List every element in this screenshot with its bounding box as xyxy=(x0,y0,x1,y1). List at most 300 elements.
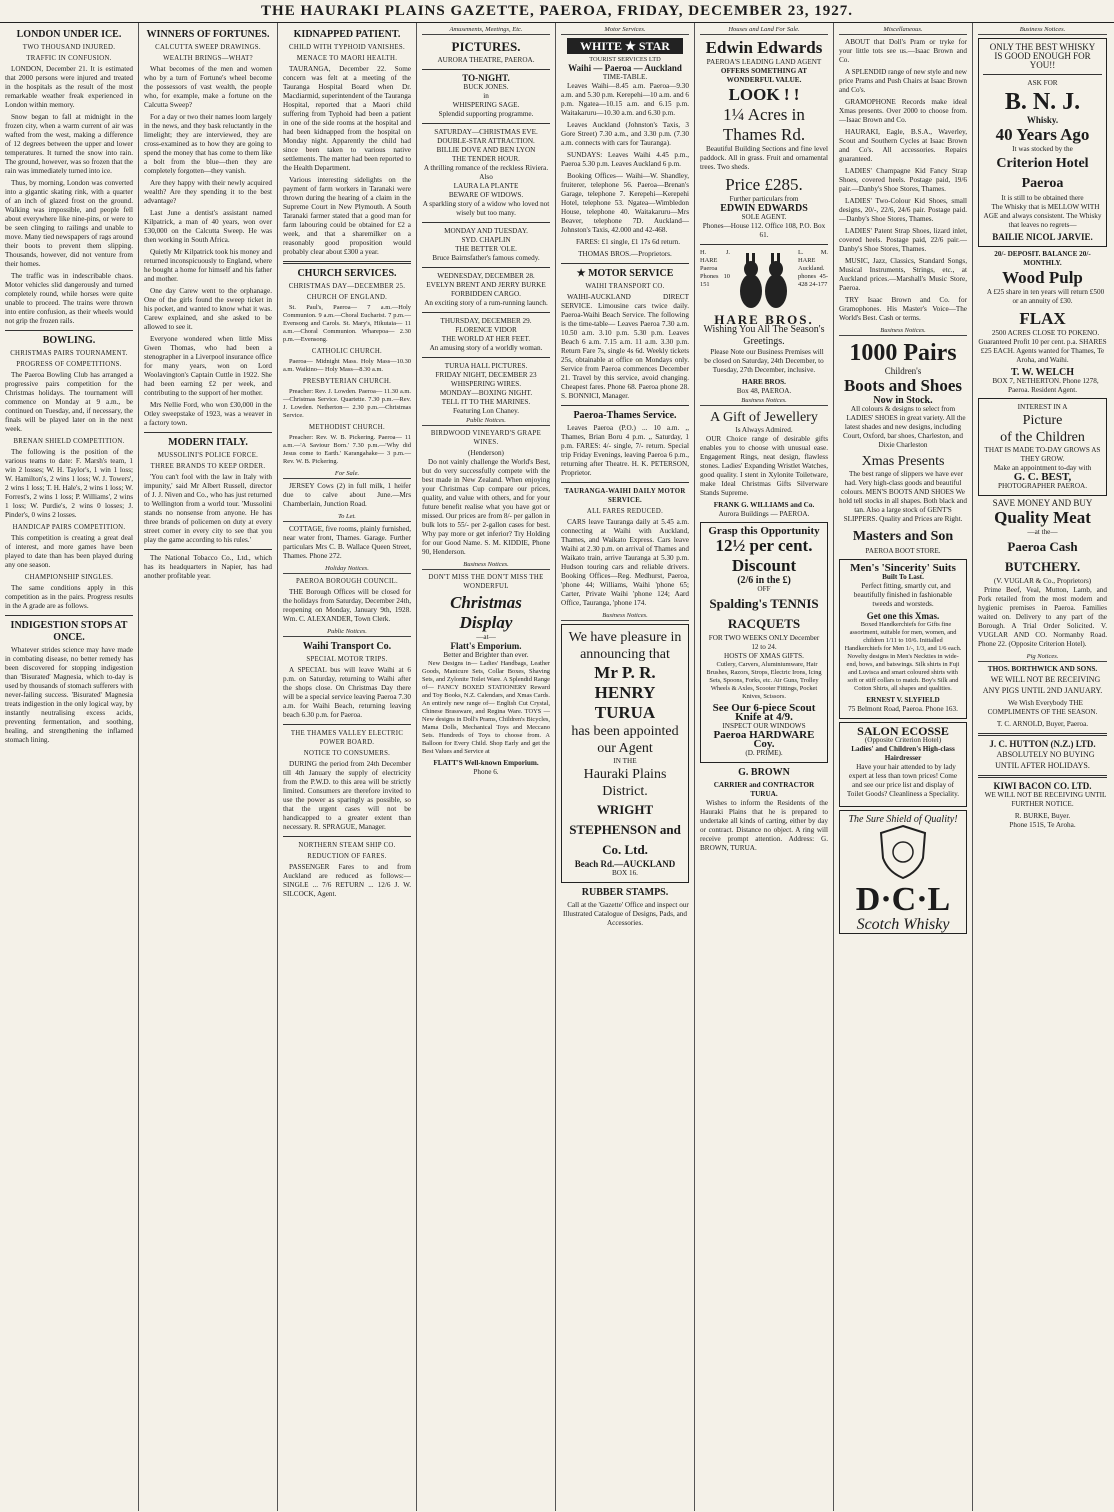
dcl-sub: Scotch Whisky xyxy=(856,916,950,933)
column-1 xyxy=(0,23,139,1511)
jewellery-text: OUR Choice range of desirable gifts enables you to choose with unusual ease. Engagement Rings, neat design, flawless stones. Ladies' Expanding Wristlet Watches, good quality. I stent in Xylonite Toiletware, make Ideal Christmas Gifts Silverware Stands Supreme. xyxy=(700,435,828,497)
program-day: WEDNESDAY, DECEMBER 28. xyxy=(437,272,535,280)
photographer-sub: PHOTOGRAPHER PAEROA. xyxy=(997,482,1088,490)
discount-line: 12½ per cent. Discount xyxy=(715,536,813,575)
burke-phone: Phone 151S, Te Aroha. xyxy=(1009,821,1076,829)
slyfield-name: ERNEST V. SLYFIELD xyxy=(866,696,940,704)
pictures-title: PICTURES. xyxy=(451,39,521,54)
agent-name: EDWIN EDWARDS xyxy=(720,203,808,214)
announcement-line: IN THE xyxy=(613,757,637,765)
tauranga-service-text: CARS leave Tauranga daily at 5.45 a.m. connecting at Waihi with Auckland, Thames, and Waikato Express. Cars leave Waihi at 2.30 p.m. on arrival of Thames and Waikato train, arrive Tauranga at 5.30 p.m. Hudson touring cars and reliable drivers. Booking Offices—Reg. Medhurst, Paeroa, 'phone 44; Williams, Waihi 'phone 65; Carter, Private Waihi 'phone 124; Aard Office, Tauranga, 'phone 174. xyxy=(561,518,689,607)
salon-name: SALON ECOSSE xyxy=(857,724,949,738)
photo-line: Make an appointment to-day with xyxy=(993,464,1092,472)
announcement-line: Hauraki Plains District. xyxy=(583,767,667,799)
section-label: Amusements, Meetings, Etc. xyxy=(422,25,550,35)
deposit-line: 20/- DEPOSIT. BALANCE 20/- MONTHLY. xyxy=(994,250,1091,267)
section-label: Holiday Notices. xyxy=(283,564,411,574)
photo-line: THAT IS MADE TO-DAY GROWS AS THEY GROW. xyxy=(984,446,1101,463)
subhead: BRENAN SHIELD COMPETITION. xyxy=(13,438,125,445)
article-paragraph: LONDON, December 21. It is estimated that 2000 persons were injured and treated in the hospitals as the result of the most remarkable weather freak experienced in London within memory. xyxy=(5,65,133,109)
column-6 xyxy=(695,23,834,1511)
section-label: Motor Services. xyxy=(561,25,689,35)
williams-address: Aurora Buildings — PAEROA. xyxy=(718,510,810,518)
fares: FARES: £1 single, £1 17s 6d return. xyxy=(575,238,681,246)
ad-at: —at— xyxy=(476,633,496,641)
article-paragraph: TAURANGA, December 22. Some concern was felt at a meeting of the Tauranga Hospital Board when Dr. Macdiarmid, superintendent of the Tauranga Hospital, reported that a Maori child suffering from Typhoid had been a patient in one of the side rooms at the hospital and had been kidnapped from the hospital on Monday night. Apparently the child had since been taken to various native settlements. The matter had been reported to the Health Department. xyxy=(283,65,411,172)
borthwick-name: THOS. BORTHWICK AND SONS. xyxy=(987,665,1098,673)
ladies-shoes: LADIES' SHOES in great variety. All the latest shades and new designs, including Court, Oxford, bar shoes, Charleston, and Dixie Charleston xyxy=(843,414,966,449)
film-title: TELL IT TO THE MARINES. xyxy=(441,398,531,406)
section-label: Pig Notices. xyxy=(978,652,1107,662)
program-day: MONDAY AND TUESDAY. xyxy=(444,227,528,235)
rabbits-icon xyxy=(736,251,792,313)
hardware-ad xyxy=(700,522,828,763)
column-7 xyxy=(834,23,973,1511)
film-title: WHISPERING SAGE. xyxy=(452,101,520,109)
classified-ad: JERSEY Cows (2) in full milk, 1 heifer due to calve about June.—Mrs Chamberlain, Junction Road. xyxy=(283,482,411,508)
film-star: EVELYN BRENT AND JERRY BURKE xyxy=(426,281,546,289)
offer-line: OFFERS SOMETHING AT WONDERFUL VALUE. xyxy=(720,67,808,84)
white-star-logo: WHITE ★ STAR xyxy=(567,38,683,54)
salon-ad xyxy=(839,722,967,807)
bnj-hotel: Criterion Hotel Paeroa xyxy=(996,156,1089,191)
butchery-sub: (V. VUGLAR & Co., Proprietors) xyxy=(993,577,1092,585)
timetable-text: SUNDAYS: Leaves Waihi 4.45 p.m., Paeroa 5.30 p.m. Leaves Auckland 6 p.m. xyxy=(561,151,689,168)
column-2 xyxy=(139,23,278,1511)
film-note: A sparkling story of a widow who loved not wisely but too many. xyxy=(422,200,550,217)
article-paragraph: Mrs Nellie Ford, who won £30,000 in the Otley sweepstake of 1923, was a weaver in a factory town. xyxy=(144,401,272,427)
classified-ad: GRAMOPHONE Records make ideal Xmas presents. Over 2000 to choose from.—Isaac Brown and Co. xyxy=(839,98,967,124)
notice-text: A SPECIAL bus will leave Waihi at 6 p.m. on Saturday, returning to Waihi after the shops close. On Christmas Day there will be a special service leaving Paeroa 7.30 a.m. for Waihi Beach, returning leaving beach 6.30 p.m. for Paeroa. xyxy=(283,666,411,719)
section-label: Business Notices. xyxy=(422,560,550,570)
divider xyxy=(5,615,133,616)
timetable-text: Leaves Auckland (Johnston's Taxis, 3 Gore Street) 7.30 a.m., and 3.30 p.m. (7.30 a.m. connects with cars for Tauranga). xyxy=(561,121,689,147)
article-paragraph: The Paeroa Bowling Club has arranged a progressive pairs competition for the Christmas holidays. The tournament will commence on Monday at 9 a.m., be continued on Tuesday, and, if necessary, the finals will be played later on in the next week. xyxy=(5,371,133,433)
hutton-text: ABSOLUTELY NO BUYING UNTIL AFTER HOLIDAYS. xyxy=(995,750,1095,770)
article-paragraph: Various interesting sidelights on the payment of farm workers in Taranaki were thrown during the hearing of a claim in the Supreme Court in New Plymouth. A South Taranaki farmer stated that a good man for farm labouring could be obtained for £2 a week, and that a sharemilker on a reasonably good proposition would probably clear about £300 a year. xyxy=(283,176,411,256)
church-name: CATHOLIC CHURCH. xyxy=(311,348,383,355)
article-paragraph: The National Tobacco Co., Ltd., which has its headquarters in Napier, has had another profitable year. xyxy=(144,554,272,580)
dcl-tagline: The Sure Shield of Quality! xyxy=(848,814,958,825)
columns xyxy=(0,23,1114,1511)
ad-display: Christmas Display xyxy=(450,593,522,632)
timetable-text: Booking Offices— Waihi—W. Shandley, fruiterer, telephone 56. Paeroa—Brenan's Garage, telephone 7. Kerepehi—Kerepehi Hotel, telephone 53. Ngatea—Wimbledon House, telephone 40. Waitakaruru—Mrs Beaver, telephone 7D. Auckland—Johnston's Taxis, 42.000 and 42-468. xyxy=(561,172,689,234)
bnj-stocked: It was stocked by the xyxy=(1012,145,1073,153)
ad-text: New Designs in— Ladies' Handbags, Leather Goods, Manicure Sets, Collar Boxes, Shaving Sets, and Zylonite Toilet Ware. A Splendid Range of— FANCY BOXED STATIONERY Reward and Toy Books, N.Z. Calendars, and Xmas Cards. An entirely new range of— English Cut Crystal, Chinese Brassware, and Regina Ware. TOYS — New designs in Doll's Prams, Children's Bicycles, Mama Dolls, Mechanical Toys and Meccano Sets. Hundreds of Toys to choose from. A Balloon for Every Child. Shop Early and get the Best Values and Service at xyxy=(422,660,550,755)
subhead: TRAFFIC IN CONFUSION. xyxy=(26,55,112,62)
section-label: To Let. xyxy=(283,512,411,522)
divider xyxy=(422,312,550,313)
notice-title: NORTHERN STEAM SHIP CO. xyxy=(298,842,396,849)
bnj-years: 40 Years Ago xyxy=(995,125,1090,144)
program-day: TO-NIGHT. xyxy=(462,73,510,83)
photo-line: INTEREST IN A xyxy=(1017,403,1068,411)
film-star: LAURA LA PLANTE xyxy=(453,182,519,190)
church-times: Preacher: Rev. J. Lowden. Paeroa— 11.30 a.m.—Christmas Service. Quartette. 7.30 p.m.—Rev. J. Lowden. Netherton— 2.30 p.m.—Christmas Service. xyxy=(283,388,411,419)
motor-service-title: ★ MOTOR SERVICE xyxy=(576,268,674,279)
headline-bowling: BOWLING. xyxy=(42,335,96,346)
borthwick-text: WE WILL NOT BE RECEIVING ANY PIGS UNTIL 2ND JANUARY. xyxy=(982,675,1103,695)
motor-service-subtitle: WAIHI TRANSPORT CO. xyxy=(585,283,665,290)
rubber-stamps-title: RUBBER STAMPS. xyxy=(581,887,669,898)
article-paragraph: What becomes of the men and women who by a turn of Fortune's wheel become the possessors of vast wealth, the people who, for example, make a fortune on the Calcutta Sweep? xyxy=(144,65,272,109)
subhead: CHILD WITH TYPHOID VANISHES. xyxy=(289,44,405,51)
film-note: An exciting story of a rum-running launch. xyxy=(424,299,548,307)
masthead: THE HAURAKI PLAINS GAZETTE, PAEROA, FRIDAY, DECEMBER 23, 1927. xyxy=(0,0,1114,23)
woodpulp-text: A £25 share in ten years will return £500 or an annuity of £30. xyxy=(986,288,1105,305)
church-name: PRESBYTERIAN CHURCH. xyxy=(302,378,392,385)
agent-title: PAEROA'S LEADING LAND AGENT xyxy=(706,58,822,66)
article-paragraph: Quietly Mr Kilpatrick took his money and returned inconspicuously to England, where he bought a home for himself and his father and mother. xyxy=(144,248,272,283)
bnj-bailie: BAILIE NICOL JARVIE. xyxy=(992,232,1093,242)
bnj-line: IS GOOD ENOUGH FOR YOU!! xyxy=(994,51,1091,70)
hare-header xyxy=(700,249,828,315)
hutton-name: J. C. HUTTON (N.Z.) LTD. xyxy=(989,739,1096,749)
divider xyxy=(144,549,272,550)
salon-sub2: Ladies' and Children's High-class Hairdresser xyxy=(851,745,955,762)
wright-stephenson: WRIGHT STEPHENSON and Co. Ltd. xyxy=(569,802,681,857)
masters-name: Masters and Son xyxy=(852,529,954,544)
photographer-name: G. C. BEST, xyxy=(1013,471,1072,483)
subhead: CHRISTMAS PAIRS TOURNAMENT. xyxy=(10,350,128,357)
column-4 xyxy=(417,23,556,1511)
headline-italy: MODERN ITALY. xyxy=(168,437,248,448)
notice-text: PASSENGER Fares to and from Auckland are reduced as follows:— SINGLE ... 7/6 RETURN ... 12/6 J. W. SILCOCK, Agent. xyxy=(283,863,411,898)
subhead: CALCUTTA SWEEP DRAWINGS. xyxy=(155,44,261,51)
photo-headline: of the Children xyxy=(1000,430,1085,445)
butchery-name: Paeroa Cash BUTCHERY. xyxy=(1004,539,1081,574)
classified-ad: LADIES' Champagne Kid Fancy Strap Shoes, covered heels. Postage paid, 19/6 pair.—Danby's Shoe Stores, Thames. xyxy=(839,167,967,193)
subhead: MENACE TO MAORI HEALTH. xyxy=(296,55,398,62)
xmas-headline: Xmas Presents xyxy=(861,454,945,469)
suits-headline: Men's 'Sincerity' Suits xyxy=(850,562,956,574)
divider xyxy=(283,836,411,837)
divider xyxy=(561,405,689,406)
arnold-name: T. C. ARNOLD, Buyer, Paeroa. xyxy=(996,720,1089,728)
classified-ad: TRY Isaac Brown and Co. for Gramophones. His Master's Voice—The World's Best. Cash or terms. xyxy=(839,296,967,322)
flax-text: 2500 ACRES CLOSE TO POKENO. Guaranteed Profit 10 per cent. p.a. SHARES £25 EACH. Agents wanted for Thames, Te Aroha, and Waihi. xyxy=(978,329,1107,364)
kiwi-text: WE WILL NOT BE RECEIVING UNTIL FURTHER NOTICE. xyxy=(984,791,1107,808)
property-headline: 1¼ Acres in Thames Rd. xyxy=(722,105,806,144)
classified-ad: COTTAGE, five rooms, plainly furnished, near water front, Thames. Garage. Further particulars Mrs C. B. Wallace Queen Street, Thames. Phone 272. xyxy=(283,525,411,560)
knife-line: See Our 6-piece Scout Knife at 4/9. xyxy=(712,702,816,723)
notice-text: Do not vainly challenge the World's Best, but do very successfully compete with the best made in New Zealand. When enjoying your Christmas Cup compare our prices, quality, and value with others, and for your future benefit realise what you have got or missed. Our prices are from 8/- per gallon in bulk lots to 55/- per 2-gallon cases for best. Why pay more or get inferior? Try Holding for our Good Name. S. M. KIDDIE, Phone 90, Henderson. xyxy=(422,458,550,556)
meat-headline: Quality Meat xyxy=(994,508,1091,527)
notice-subtitle: (Henderson) xyxy=(468,449,504,457)
headline-kidnapped: KIDNAPPED PATIENT. xyxy=(293,29,401,40)
bnj-brand: B. N. J. xyxy=(1004,89,1081,115)
column-8 xyxy=(973,23,1112,1511)
classified-ad: MUSIC, Jazz, Classics, Standard Songs, Musical Instruments, Strings, etc., at Auckland prices.—Marshall's Music Store, Paeroa. xyxy=(839,257,967,292)
logo-subtitle: TOURIST SERVICES LTD xyxy=(589,56,661,63)
article-paragraph: Thus, by morning, London was converted into a gigantic skating rink, with a quarter of an inch of glazed frost on the ground. Walking was impossible, and people fell about everywhere like nine-pins, or were to be seen clinging to railings and unable to move. Many tied newspapers of rags around their boots to prevent them slipping. Thousands, however, did not venture from their homes. xyxy=(5,179,133,268)
headline-london: LONDON UNDER ICE. xyxy=(16,29,122,40)
notice-subtitle: REDUCTION OF FARES. xyxy=(307,853,387,860)
classified-ad: LADIES' Patent Strap Shoes, lizard inlet, covered heels. Postage paid, 22/6 pair.—Danby's Shoe Stores, Thames. xyxy=(839,227,967,253)
timetable-text: Leaves Waihi—8.45 a.m. Paeroa—9.30 a.m. and 5.30 p.m. Kerepehi—10 a.m. and 6 p.m. Ngatea—10.15 a.m. and 6.15 p.m. Waitakaruru—10.30 a.m. and 6.30 p.m. xyxy=(561,82,689,117)
bnj-askfor: ASK FOR xyxy=(1027,79,1058,87)
column-5 xyxy=(556,23,695,1511)
film-also: Also xyxy=(479,173,493,181)
classified-ad: ABOUT that Doll's Pram or tryke for your little tots see us.—Isaac Brown and Co. xyxy=(839,38,967,64)
film-title: WHISPERING WIRES. xyxy=(450,380,522,388)
hare-right-contact: L. M. HARE Auckland. phones 45-428 24-177 xyxy=(798,249,828,288)
off-line: OFF xyxy=(757,585,771,593)
divider xyxy=(983,74,1102,75)
church-name: METHODIST CHURCH. xyxy=(309,424,385,431)
thames-service-title: Paeroa-Thames Service. xyxy=(573,410,677,421)
film-note: A thrilling romance of the reckless Riviera. xyxy=(423,164,549,172)
bnj-whisky: Whisky. xyxy=(1026,115,1059,125)
divider xyxy=(561,482,689,483)
theatre-name: AURORA THEATRE, PAEROA. xyxy=(437,56,535,64)
section-label: Miscellaneous. xyxy=(839,25,967,35)
announcement-line: We have pleasure in announcing that xyxy=(568,630,682,662)
hardware-owner: (D. PRIME). xyxy=(745,749,783,757)
bnj-ad xyxy=(978,38,1107,247)
spalding-line: Spalding's TENNIS RACQUETS xyxy=(709,596,819,631)
film-note: Featuring Lon Chaney. xyxy=(452,407,519,415)
salon-text: Have your hair attended to by lady expert at less than town prices! Come and see our price list and display of Toilet Goods? Cleanliness a Speciality. xyxy=(846,763,960,798)
headline-church: CHURCH SERVICES. xyxy=(297,268,397,279)
stock-line: Now in Stock. xyxy=(873,395,933,406)
meat-at: —at the— xyxy=(1027,528,1058,536)
divider xyxy=(422,357,550,358)
get-line: Get one this Xmas. xyxy=(866,611,940,621)
subhead: WEALTH BRINGS—WHAT? xyxy=(163,55,253,62)
divider xyxy=(422,123,550,124)
subhead: MUSSOLINI'S POLICE FORCE. xyxy=(157,452,259,459)
notice-title: Waihi Transport Co. xyxy=(302,641,392,652)
burke-name: R. BURKE, Buyer. xyxy=(1014,812,1071,820)
announcement-line: has been appointed our Agent xyxy=(571,724,679,756)
ad-heading: DON'T MISS THE DON'T MISS THE WONDERFUL xyxy=(428,574,544,590)
film-star: BUCK JONES. xyxy=(463,83,509,91)
article-paragraph: For a day or two their names loom largely in the news, and they bask reluctantly in the limelight; they are interviewed, they are cross-examined as to how they are going to spend the money that has come to them like a bolt from the blue—then they are completely forgotten—they vanish. xyxy=(144,113,272,175)
save-line: SAVE MONEY AND BUY xyxy=(992,498,1093,508)
section-label: Business Notices. xyxy=(978,25,1107,35)
film-star: SYD. CHAPLIN xyxy=(461,236,511,244)
season-wish: We Wish Everybody THE COMPLIMENTS OF THE SEASON. xyxy=(987,699,1098,716)
suits-text: Perfect fitting, smartly cut, and beautifully finished in fashionable tweeds and worsteds. xyxy=(853,582,953,608)
theatre-name: TURUA HALL PICTURES. xyxy=(444,362,528,370)
bnj-still: It is still to be obtained there xyxy=(1001,194,1084,202)
thames-service-text: Leaves Paeroa (P.O.) ... 10 a.m. ,, Thames, Brian Boru 4 p.m. ,, Saturday, 1 p.m. FARES: 4/- single, 7/- return. Special trip Friday Evenings, leaving Paeroa 6 p.m., returning after Theatre. H. K. PETERSON, Proprietor. xyxy=(561,424,689,477)
article-paragraph: One day Carew went to the orphanage. One of the girls found the sweep ticket in his pocket, and wanted to know what it was. Carew explained, and she asked to be allowed to see it. xyxy=(144,287,272,331)
classified-ad: A SPLENDID range of new style and new price Prams and Push Chairs at Isaac Brown and Co's. xyxy=(839,68,967,94)
film-star: FLORENCE VIDOR xyxy=(455,326,517,334)
brown-title: CARRIER and CONTRACTOR TURUA. xyxy=(713,781,815,798)
church-times: St. Paul's, Paeroa— 7 a.m.—Holy Communion. 9 a.m.—Choral Eucharist. 7 p.m.—Evensong and Carols. St. Mary's, Hikutaia— 11 a.m.—Choral Communion. Wharepoa— 2.30 p.m.—Evensong. xyxy=(283,304,411,343)
brown-name: G. BROWN xyxy=(738,767,790,778)
look-line: LOOK ! ! xyxy=(728,85,800,104)
tauranga-service-title: TAURANGA-WAIHI DAILY MOTOR SERVICE. xyxy=(564,488,686,504)
divider xyxy=(422,222,550,223)
divider xyxy=(561,263,689,264)
agent-title: SOLE AGENT. xyxy=(741,213,787,221)
slyfield-address: 75 Belmont Road, Paeroa. Phone 163. xyxy=(848,705,958,713)
masters-sub: PAEROA BOOT STORE. xyxy=(865,547,941,555)
divider xyxy=(5,330,133,331)
wright-box: BOX 16. xyxy=(612,869,638,877)
discount-detail: (2/6 in the £) xyxy=(737,575,791,586)
notice-subtitle: SPECIAL MOTOR TRIPS. xyxy=(306,656,388,663)
film-in: in xyxy=(483,92,489,100)
rubber-stamps-text: Call at the 'Gazette' Office and inspect our Illustrated Catalogue of Designs, Pads, and Accessories. xyxy=(563,901,689,927)
brown-text: Wishes to inform the Residents of the Hauraki Plains that he is prepared to undertake all kinds of carting, either by day or contract. Distance no object. A ring will receive prompt attention. Address: G. BROWN, TURUA. xyxy=(700,799,828,852)
section-label: Business Notices. xyxy=(839,326,967,336)
hare-address: Box 48, PAEROA. xyxy=(736,387,792,395)
williams-name: FRANK G. WILLIAMS and Co. xyxy=(713,501,815,509)
section-label: Public Notices. xyxy=(283,627,411,637)
headline-fortunes: WINNERS OF FORTUNES. xyxy=(146,29,270,40)
agent-name: Edwin Edwards xyxy=(705,38,823,57)
pairs-sub: Children's xyxy=(884,366,922,376)
butchery-text: Prime Beef, Veal, Mutton, Lamb, and Pork retailed from the most modern and hygienic premises in Paeroa. Families waited on. Delivery to any part of the Borough. A Trial Order Solicited. V. VUGLAR AND CO. Normanby Road. Phone 22. (Opposite Criterion Hotel). xyxy=(978,586,1107,648)
notice-title: THE THAMES VALLEY ELECTRIC POWER BOARD. xyxy=(290,730,404,746)
hardware-headline: Grasp this Opportunity xyxy=(708,525,820,537)
subhead: HANDICAP PAIRS COMPETITION. xyxy=(12,524,126,531)
program-day: MONDAY—BOXING NIGHT. xyxy=(439,389,533,397)
hare-left-contact: H. J. HARE Paeroa Phones 10 151 xyxy=(700,249,730,288)
ad-name: FLATT'S Well-known Emporium. xyxy=(433,759,539,767)
welch-name: T. W. WELCH xyxy=(1011,367,1074,378)
further-line: Further particulars from xyxy=(729,195,799,203)
ad-sub: Better and Brighter than ever. xyxy=(443,651,529,659)
article-paragraph: This competition is creating a great deal of interest, and more games have been played to date than has been played during any one season. xyxy=(5,534,133,569)
column-3 xyxy=(278,23,417,1511)
article-paragraph: Snow began to fall at midnight in the frozen city, when a warm current of air was wafted from the west, making a difference of 12 degrees between the upper and lower temperatures. It turned the snow into rain. The ground, however, was so frozen that the rain was immediately turned into ice. xyxy=(5,113,133,175)
jewellery-sub: Is Always Admired. xyxy=(735,426,793,434)
film-title: THE BETTER 'OLE. xyxy=(455,245,517,253)
suits-ad xyxy=(839,559,967,719)
article-paragraph: The same conditions apply in this competition as in the pairs. Progress results in the A grade are as follows. xyxy=(5,584,133,610)
article-paragraph: Everyone wondered when little Miss Gwen Thomas, who had been a stenographer in a Liverpool insurance office for many years, won on Lord Woolavington's Captain Cuttle in 1922. She had been earning £2 per week, and contributing to the support of her mother. xyxy=(144,335,272,397)
divider xyxy=(422,267,550,268)
section-label: Public Notices. xyxy=(422,416,550,426)
notice-text: THE Borough Offices will be closed for the holidays from Saturday, December 24th, reopening on Monday, January 9th, 1928. Wm. C. ALEXANDER, Town Clerk. xyxy=(283,588,411,623)
notice-title: BIRDWOOD VINEYARD'S GRAPE WINES. xyxy=(430,430,542,446)
article-paragraph: Are they happy with their newly acquired wealth? Are they spending it to the best advantage? xyxy=(144,179,272,205)
divider xyxy=(978,775,1107,778)
ad-phone: Phone 6. xyxy=(473,768,499,776)
film-title: BEWARE OF WIDOWS. xyxy=(448,191,524,199)
hare-name: HARE BROS. xyxy=(742,378,786,386)
ad-name: Flatt's Emporium. xyxy=(450,641,522,651)
divider xyxy=(283,724,411,725)
subhead: THREE BRANDS TO KEEP ORDER. xyxy=(150,463,266,470)
stock-text: All colours & designs to select from xyxy=(850,405,956,413)
boots-headline: Boots and Shoes xyxy=(843,376,963,395)
jewellery-headline: A Gift of Jewellery xyxy=(710,410,818,425)
notice-text: DURING the period from 24th December till 4th January the supply of electricity from the P.W.D. to this area will be strictly limited. Consumers are therefore invited to use the power as sparingly as possible, so that the urgent cases will not be handicapped to a greater extent than necessary. R. SPRAGUE, Manager. xyxy=(283,760,411,831)
program-day: FRIDAY NIGHT, DECEMBER 23 xyxy=(435,371,537,379)
film-note: Bruce Bairnsfather's famous comedy. xyxy=(432,254,540,262)
dcl-logo: D·C·L xyxy=(855,881,951,918)
inspect-line: INSPECT OUR WINDOWS xyxy=(722,722,806,730)
hare-logo: HARE BROS. xyxy=(714,312,814,327)
film-title: THE TENDER HOUR. xyxy=(452,155,520,163)
weeks-line: FOR TWO WEEKS ONLY December 12 to 24. xyxy=(708,634,820,651)
hardware-name: Paeroa HARDWARE Coy. xyxy=(713,729,815,750)
xmas-text: The best range of slippers we have ever had. Very high-class goods and beautiful colours. MEN'S BOOTS AND SHOES We hold tell stocks in all shapes. Both black and tan. Also a large stock of GENT'S SLIPPERS. Quality and Prices are Right. xyxy=(839,470,967,523)
dcl-ad xyxy=(839,810,967,934)
gifts-text: Boxed Handkerchiefs for Gifts fine assortment, suitable for men, women, and children 1/11 to 10/6. Initialled Handkerchiefs for Men 1/-, 1/3, and 1/6 each. Novelty designs in Men's Neckties in wide-end, bows, and batswings. Silk shirts in Fuji and Luvisca and smart coloured shirts with soft or stiff collars to match. Boy's Silk and Cotton Shirts, all shapes and qualities. xyxy=(844,621,962,692)
photographer-ad xyxy=(978,398,1107,496)
program-day: SATURDAY—CHRISTMAS EVE. xyxy=(434,128,538,136)
section-label: Business Notices. xyxy=(700,396,828,406)
divider xyxy=(700,244,828,245)
salon-sub: (Opposite Criterion Hotel) xyxy=(864,736,942,744)
woodpulp-headline: Wood Pulp xyxy=(1002,268,1083,287)
agent-announcement xyxy=(561,624,689,883)
hosts-list: Cutlery, Carvers, Aluminiumware, Hair Brushes, Razors, Strops, Electric Irons, Icing Sets, Spoons, Forks, etc. Air Guns, Trolley Wheels & Axles, Scooter Fittings, Pocket Knives, Scissors. xyxy=(706,661,822,700)
photo-headline: Picture xyxy=(1022,413,1063,428)
subhead: CHRISTMAS DAY—DECEMBER 25. xyxy=(288,283,406,290)
bnj-line: ONLY THE BEST WHISKY xyxy=(989,42,1096,52)
suits-sub: Built To Last. xyxy=(882,573,924,581)
section-label: Business Notices. xyxy=(561,611,689,621)
classified-ad: HAURAKI, Eagle, B.S.A., Waverley, Scout and Southern Cycles at Isaac Brown and Co's. All accessories. Repairs guaranteed. xyxy=(839,128,967,163)
property-text: Beautiful Building Sections and fine level paddock. All in grass. Fruit and ornamental trees. Two sheds. xyxy=(700,145,828,171)
program-note: DOUBLE-STAR ATTRACTION. xyxy=(437,137,535,145)
bnj-mellow: The Whisky that is MELLOW WITH AGE and always consistent. The Whisky that leaves no regrets— xyxy=(983,203,1102,229)
article-paragraph: Last June a dentist's assistant named Kilpatrick, a man of 40 years, won over £30,000 on the Calcutta Sweep. He was then working in South Africa. xyxy=(144,209,272,244)
subhead: TWO THOUSAND INJURED. xyxy=(22,44,116,51)
motor-service-text: WAIHI-AUCKLAND DIRECT SERVICE. Limousine cars twice daily. Paeroa-Waihi Beach Service. The following is the time-table— Leaves Paeroa 7.30 a.m. 10.50 a.m. 3.10 p.m. 5.30 p.m. Leaves Beach 6 a.m. 7.15 a.m. 11 a.m. 3.30 p.m. Return Fare 7s, single 4s 6d. Weekly tickets 25s, obtainable at office on Mondays only. Service from Paeroa commences December 21. Travel by this service, avoid changing. Cheapest fares. Phone 68. Paeroa phone 28. S. BONNICI, Manager. xyxy=(561,293,689,400)
film-title: FORBIDDEN CARGO. xyxy=(451,290,521,298)
divider xyxy=(978,733,1107,736)
section-label: For Sale. xyxy=(283,469,411,479)
church-times: Paeroa— Midnight Mass. Holy Mass—10.30 a.m. Waikino— Holy Mass—8.30 a.m. xyxy=(283,358,411,373)
property-price: Price £285. xyxy=(725,175,803,194)
closing-note: Please Note our Business Premises will be closed on Saturday, 24th December, to Tuesday, 27th December, inclusive. xyxy=(704,348,824,374)
greeting: Wishing You All The Season's Greetings. xyxy=(703,324,825,347)
headline-indigestion: INDIGESTION STOPS AT ONCE. xyxy=(10,620,128,643)
tauranga-service-subtitle: ALL FARES REDUCED. xyxy=(586,508,664,515)
divider xyxy=(422,69,550,70)
classified-ad: LADIES' Two-Colour Kid Shoes, small designs, 20/-, 22/6, 24/6 pair. Postage paid.—Danby's Shoe Stores, Thames. xyxy=(839,197,967,223)
article-paragraph: The following is the position of the various teams to date: F. Marsh's team, 1 win 2 losses; W. H. Taylor's, 1 win 1 loss; W. Hamilton's, 2 wins 1 loss; W. J. Towers', 2 wins 1 loss; T. H. Hale's, 2 wins 1 loss; W. Forrest's, 2 wins 1 loss; P. Williams', 2 wins 1 loss; W. Purdie's, 2 wins 0 losses; J. Pinder's, 0 wins 2 losses. xyxy=(5,448,133,519)
welch-address: BOX 7, NETHERTON. Phone 1278, Paeroa. Resident Agent. xyxy=(992,377,1099,394)
article-paragraph: Whatever strides science may have made in combating disease, no better remedy has been discovered for stopping indigestion than 'Bisurated' Magnesia, which to-day is used by thousands of stomach sufferers with never-failing success. 'Bisurated' Magnesia treats indigestion in the only logical way, by instantly neutralising excess acids, preventing fermentation, and soothing, healing, and strengthening the inflamed stomach lining. xyxy=(5,646,133,744)
proprietor: THOMAS BROS.—Proprietors. xyxy=(578,250,672,258)
agent-phones: Phones—House 112. Office 108, P.O. Box 61. xyxy=(702,222,826,239)
subhead: PROGRESS OF COMPETITIONS. xyxy=(16,361,122,368)
shield-icon xyxy=(844,824,962,880)
section-label: Houses and Land For Sale. xyxy=(700,25,828,35)
announcement-name: Mr P. R. HENRY TURUA xyxy=(594,663,656,722)
notice-subtitle: NOTICE TO CONSUMERS. xyxy=(303,750,391,757)
article-paragraph: 'You can't fool with the law in Italy with impunity,' said Mr Albert Russell, director of J. J. Niven and Co., who has just returned to Wellington from a world tour. 'Mussolini stands no nonsense from anyone. He has three brands of policemen on duty at every street corner in every city to see that you play the game according to his rules.' xyxy=(144,473,272,544)
kiwi-name: KIWI BACON CO. LTD. xyxy=(993,781,1092,791)
divider xyxy=(144,432,272,433)
subhead: CHAMPIONSHIP SINGLES. xyxy=(24,574,114,581)
route: Waihi — Paeroa — Auckland xyxy=(568,63,682,73)
timetable-title: TIME-TABLE. xyxy=(602,73,648,81)
wright-address: Beach Rd.—AUCKLAND xyxy=(574,859,676,869)
article-paragraph: The traffic was in indescribable chaos. Motor vehicles slid dangerously and turned completely round, while horses were quite unable to proceed. The trains were thrown into entire confusion, as their wheels would not grip the frozen rails. xyxy=(5,272,133,325)
notice-title: PAEROA BOROUGH COUNCIL. xyxy=(295,578,398,585)
program-day: THURSDAY, DECEMBER 29. xyxy=(440,317,532,325)
flax-headline: FLAX xyxy=(1019,309,1066,328)
church-name: CHURCH OF ENGLAND. xyxy=(306,294,388,301)
pairs-headline: 1000 Pairs xyxy=(849,340,957,366)
divider xyxy=(283,261,411,264)
church-times: Preacher: Rev. W. B. Pickering. Paeroa— 11 a.m.—'A Saviour Born.' 7.30 p.m.—'Why did Jesus come to Earth.' Karangahake— 3 p.m.—Rev. W. B. Pickering. xyxy=(283,434,411,465)
film-note: Splendid supporting programme. xyxy=(438,110,534,118)
film-star: BILLIE DOVE AND BEN LYON xyxy=(436,146,536,154)
